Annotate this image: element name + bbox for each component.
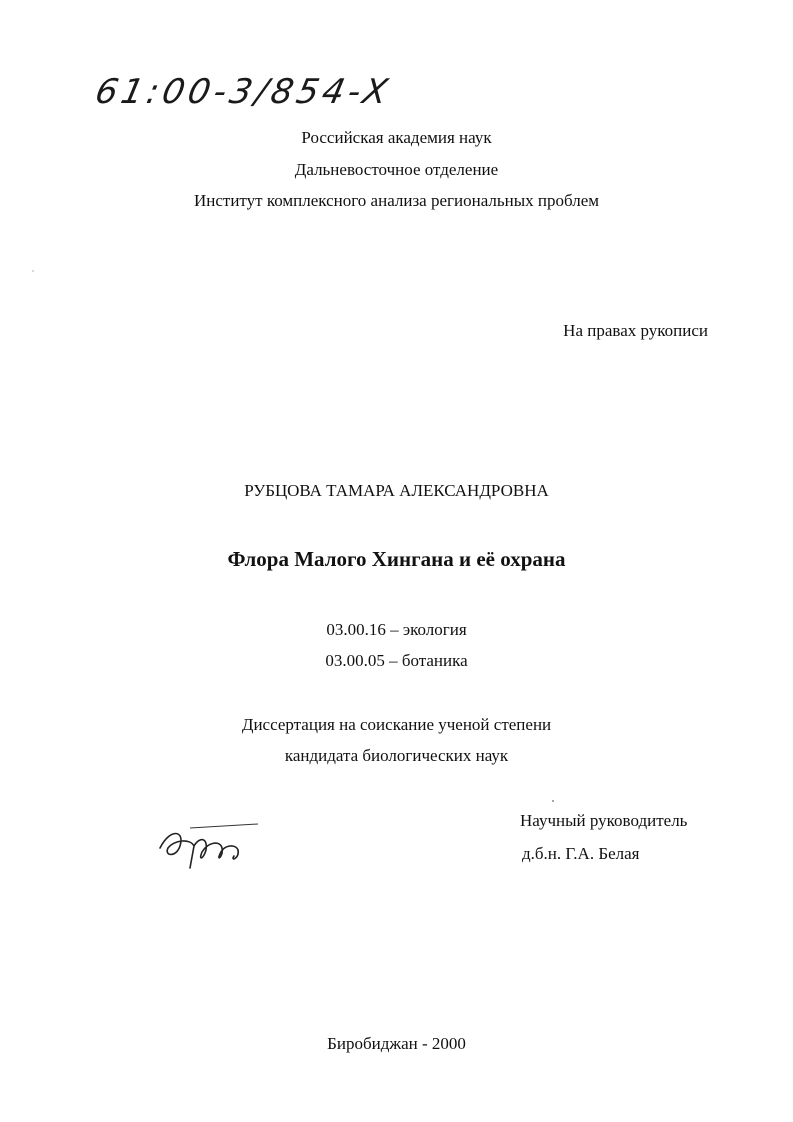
scan-speck	[32, 270, 34, 272]
specialty-botany: 03.00.05 – ботаника	[325, 651, 468, 670]
archive-code: 61:00-3/854-X	[91, 72, 395, 112]
header-academy: Российская академия наук	[301, 128, 492, 147]
degree-line-2: кандидата биологических наук	[284, 746, 509, 765]
dissertation-title: Флора Малого Хингана и её охрана	[227, 547, 566, 571]
supervisor-name: д.б.н. Г.А. Белая	[522, 844, 640, 863]
specialty-ecology: 03.00.16 – экология	[326, 620, 467, 639]
degree-line-1: Диссертация на соискание ученой степени	[241, 715, 552, 734]
header-institute: Институт комплексного анализа региональных проблем	[193, 191, 600, 210]
header-branch: Дальневосточное отделение	[294, 160, 499, 179]
supervisor-label: Научный руководитель	[520, 811, 688, 830]
handwritten-signature	[150, 818, 270, 878]
footer-city-year: Биробиджан - 2000	[327, 1034, 466, 1053]
scan-speck	[552, 800, 554, 802]
rights-note: На правах рукописи	[563, 321, 708, 340]
author-name: РУБЦОВА ТАМАРА АЛЕКСАНДРОВНА	[244, 481, 549, 500]
